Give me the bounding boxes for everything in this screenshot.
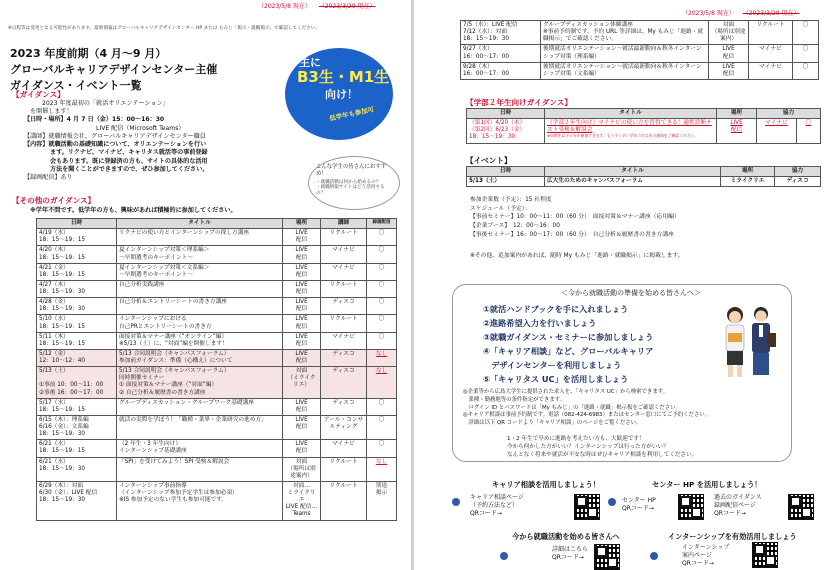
row-recording: 〇 — [793, 45, 819, 62]
date-previous: （2023/3/20 現在） — [318, 3, 376, 10]
job-prep-encourage: 1・2 年生で早めに進路を考えたい方も、大歓迎です！ 今から何かした方がいい？インターンシップは行った方がいい？ なんとなく将来や就活が不安な時はぜひキャリア相談を利用してください。 — [507, 436, 698, 459]
table-row — [37, 246, 397, 263]
table-header-row — [37, 219, 397, 229]
internship-heading: インターンシップを有効活用しましょう — [668, 532, 797, 541]
row-recording: 〇 — [367, 298, 397, 315]
row-date: 4/28（金） 18：15〜19：30 — [37, 298, 117, 315]
table-row — [37, 457, 397, 481]
row-recording: 〇 — [367, 440, 397, 457]
row-title: 5/13 合同説明会（キャンパスフォーラム） 参加前ガイダンス：準備（心構え）について — [117, 349, 283, 366]
table-row — [37, 349, 397, 366]
row-lecturer: ディスコ — [321, 298, 367, 315]
table-row: 5/13（土） 広大生のためのキャンパスフォーラム ミライクリエ ディスコ — [467, 177, 821, 187]
col-lecturer: 講師 — [321, 219, 367, 229]
event-heading: 【イベント】 — [466, 156, 512, 165]
job-prep-heading: ＜今から就職活動の準備を始める皆さんへ＞ — [561, 289, 701, 297]
row-recording: 〇 — [367, 280, 397, 297]
center-hp-qr-code[interactable] — [678, 494, 704, 520]
career-consult-qr-code[interactable] — [574, 494, 600, 520]
row-lecturer: マイナビ — [321, 332, 367, 349]
row-lecturer: ディスコ — [321, 349, 367, 366]
table-row — [37, 332, 397, 349]
row-title: 夏インターンシップ対策＜文系編＞ 〜早期選考のキーポイント〜 — [117, 263, 283, 280]
col-date: 日時 — [37, 219, 117, 229]
date-stamp-right: （2023/5/8 現在） （2023/3/20 現在） — [682, 10, 800, 17]
row-lecturer: リクルート — [749, 21, 793, 45]
row-title: グループディスカッション・グループワーク基礎講座 — [117, 398, 283, 415]
table-row — [37, 367, 397, 399]
row-date: 4/19（水） 18：15〜19：15 — [37, 229, 117, 246]
guidance-body: 2023 年度最初の「就活オリエンテーション」 を開催します！ 【日時・場所】4 月 7 日（金）15：00〜16：30 LIVE 配信（Microsoft Teams） 【講師】就職情報会社、グローバルキャリアデザインセンター職員 【内容】就職活動の基礎知識について、オリエンテーションを行い ます。リクナビ、マイナビ、キャリタス就活等の事前登録 会もあります。既に登録済の方も、サイトの具体的な活用 方法を聞くことができますので、ぜひ参加してください。 【録画配信】あり — [24, 100, 209, 181]
row-lecturer: リクルート — [321, 481, 367, 520]
row-date: 6/15（木）：理系編 6/16（金）：文系編 18：15〜19：30 — [37, 415, 117, 439]
row-title: リクナビの使い方とインターンシップの探し方講座 — [117, 229, 283, 246]
recommendation-callout: こんな学生の皆さんにおすすめ！ ・就職活動は何から始めるの？ ・就職情報サイトはどう活用するの？ — [308, 156, 400, 210]
row-date: 9/27（水） 16：00〜17：00 — [461, 45, 541, 62]
internship-qr-caption: インターンシップ 案内ページ QRコード→ — [682, 544, 730, 568]
col-place: 場所 — [283, 219, 321, 229]
target-audience-bubble: 主に B3生・M1生 向け！ 低学年も参加可 — [285, 48, 393, 140]
bullet-dot — [452, 498, 460, 506]
other-guidance-note: ※学年不問です。低学年の方も、興味があれば積極的に参加してください。 — [30, 207, 237, 214]
start-job-hunting-qr-caption: 詳細はこちら QRコード→ — [552, 546, 589, 562]
row-lecturer: リクルート — [321, 280, 367, 297]
row-place: LIVE 配信 — [283, 349, 321, 366]
table-row — [461, 21, 819, 45]
grade2-table: 日時 タイトル 場所 協力 （第1回）4/20（木） （第2回）6/23（金） 18：15〜19：30 （学部２年生向け）マイナビの使い方を習得できる！適性診断テスト受検＆解説会 ※同期生以下の方が参加できます。もう少し早い学年の方は先の通知をご確認ください。 LIVE 配信 マイナビ 〇 — [466, 108, 821, 144]
row-lecturer: マイナビ — [749, 45, 793, 62]
row-lecturer: リクルート — [321, 457, 367, 481]
col-recording: 録画配信 — [367, 219, 397, 229]
start-job-hunting-qr-code[interactable] — [594, 544, 620, 570]
event-details: 参加企業数（予定）：15 社程度 スケジュール（予定）： 【事前セミナー】10：00〜11：00（60 分） 面接対策＆マナー講座（応用編） 【企業ブース】 12：00〜16：00 【事後セミナー】16：00〜17：00（60 分） 自己分析＆履歴書の書き方講座 — [470, 197, 680, 238]
row-recording: 別途 掲示 — [367, 481, 397, 520]
row-place: LIVE 配信 — [283, 280, 321, 297]
row-lecturer: ディスコ — [321, 367, 367, 399]
row-recording: 〇 — [367, 398, 397, 415]
bullet-dot — [650, 552, 658, 560]
row-lecturer: マイナビ — [321, 246, 367, 263]
page-title: 2023 年度前期（4 月〜9 月） グローバルキャリアデザインセンター主催 ガイダンス・イベント一覧 — [10, 47, 218, 92]
event-note: ※その他、追加案内があれば、随時 My もみじ「進路・就職掲示」に掲載します。 — [470, 253, 684, 259]
guidance-schedule-table-cont — [460, 20, 819, 80]
center-hp-qr-caption: センター HP QRコード→ — [622, 497, 656, 513]
row-title: 後期就活オリエンテーション〜就活最新動向＆秋冬インターンシップ対策（文系編） — [541, 62, 709, 79]
row-date: 4/20（木） 18：15〜19：15 — [37, 246, 117, 263]
job-prep-box — [452, 284, 792, 462]
center-hp-heading: センター HP を活用しましょう！ — [652, 480, 762, 489]
row-lecturer: ディスコ — [321, 398, 367, 415]
table-row — [37, 263, 397, 280]
row-date: 5/12（金） 12：10〜12：40 — [37, 349, 117, 366]
row-title: 面接対策＆マナー講座（“オンライン”編） ※5/13（土）に、“対面”編を開催します！ — [117, 332, 283, 349]
table-row — [37, 298, 397, 315]
row-lecturer: リクルート — [321, 315, 367, 332]
row-recording: 〇 — [367, 415, 397, 439]
row-title: 夏インターンシップ対策＜理系編＞ 〜早期選考のキーポイント〜 — [117, 246, 283, 263]
row-recording: 〇 — [367, 315, 397, 332]
row-lecturer: リクルート — [321, 229, 367, 246]
row-recording[interactable]: なし — [367, 367, 397, 399]
recordings-qr-code[interactable] — [788, 494, 814, 520]
row-date: 5/11（木） 18：15〜19：15 — [37, 332, 117, 349]
row-title: 「SPI」を受けてみよう！SPI 受検＆解説会 — [117, 457, 283, 481]
left-page — [0, 0, 411, 570]
row-place: 対面 （場所は別途案内） — [283, 457, 321, 481]
bullet-dot — [500, 552, 508, 560]
row-lecturer: アール・コンサルティング — [321, 415, 367, 439]
row-recording[interactable]: なし — [367, 457, 397, 481]
career-consult-heading: キャリア相談を活用しましょう！ — [492, 480, 600, 489]
row-lecturer: マイナビ — [321, 263, 367, 280]
row-place: LIVE 配信 — [283, 415, 321, 439]
row-title: 就活の実際を学ぼう！「職種・業界・企業研究の進め方」 — [117, 415, 283, 439]
row-date: 7/5（水）：LIVE 配信 7/12（水）：対面 18：15〜19：30 — [461, 21, 541, 45]
row-place: LIVE 配信 — [709, 62, 749, 79]
row-title: インターンシップ事前指導 （インターンシップ参加予定学生は参加必須） ※IS 参加予定のない学生も参加可能です。 — [117, 481, 283, 520]
row-place: LIVE 配信 — [283, 246, 321, 263]
col-title: タイトル — [117, 219, 283, 229]
row-title: 自己分析＆エントリーシートの書き方講座 — [117, 298, 283, 315]
row-place: LIVE 配信 — [283, 315, 321, 332]
row-date: 5/17（水） 18：15〜19：15 — [37, 398, 117, 415]
date-stamp — [258, 3, 381, 11]
guidance-schedule-table — [36, 218, 397, 521]
row-place: LIVE 配信 — [283, 229, 321, 246]
career-consult-qr-caption: キャリア相談ページ （予約方法など） QRコード→ — [470, 494, 524, 518]
row-place: LIVE 配信 — [283, 440, 321, 457]
table-row — [37, 280, 397, 297]
row-title: 5/13 合同説明会（キャンパスフォーラム） 同時開催セミナー ① 面接対策＆マナー講座（“対面”編） ② 自己分析＆履歴書の書き方講座 — [117, 367, 283, 399]
row-recording: 〇 — [793, 21, 819, 45]
bullet-dot — [608, 498, 616, 506]
start-job-hunting-heading: 今から就職活動を始める皆さんへ — [512, 532, 620, 541]
row-title: 後期就活オリエンテーション〜就活最新動向＆秋冬インターンシップ対策（理系編） — [541, 45, 709, 62]
other-guidance-heading: 【その他のガイダンス】 — [12, 196, 96, 205]
row-place: 対面… ミライクリエ LIVE 配信… Teams — [283, 481, 321, 520]
row-recording: 〇 — [793, 62, 819, 79]
row-lecturer: マイナビ — [321, 440, 367, 457]
row-date: 5/13（土） ①事前 10：00〜11：00 ②事後 16：00〜17：00 — [37, 367, 117, 399]
table-row — [461, 62, 819, 79]
row-place: LIVE 配信 — [283, 398, 321, 415]
row-place: 対面 （場所は別途案内） — [709, 21, 749, 45]
row-place: LIVE 配信 — [283, 298, 321, 315]
guidance-heading: 【ガイダンス】 — [12, 90, 65, 99]
row-title: 自己分析実践講座 — [117, 280, 283, 297]
table-row — [37, 398, 397, 415]
row-title: （2 年生・3 年生向け） インターンシップ基礎講座 — [117, 440, 283, 457]
row-date: 4/21（金） 18：15〜19：15 — [37, 263, 117, 280]
table-row — [37, 440, 397, 457]
row-date: 6/29（木）：対面 6/30（金）：LIVE 配信 18：15〜19：30 — [37, 481, 117, 520]
top-notice: ※日程等は変更となる可能性があります。最新情報はグローバルキャリアデザインセンター HP または もみじ「掲示・就職掲示」で確認してください。 — [8, 26, 320, 31]
row-date: 6/21（水） 18：15〜19：30 — [37, 457, 117, 481]
row-recording[interactable]: なし — [367, 349, 397, 366]
row-date: 9/28（木） 16：00〜17：00 — [461, 62, 541, 79]
recordings-qr-caption: 過去のガイダンス 録画配信ページ QRコード→ — [714, 494, 762, 518]
table-row — [461, 45, 819, 62]
row-lecturer: マイナビ — [749, 62, 793, 79]
row-date: 4/27（木） 18：15〜19：30 — [37, 280, 117, 297]
table-row — [37, 415, 397, 439]
row-recording: 〇 — [367, 229, 397, 246]
row-place: 対面 （ミライクリエ） — [283, 367, 321, 399]
row-place: LIVE 配信 — [283, 332, 321, 349]
job-prep-steps: ①就活ハンドブックを手に入れましょう ②進路希望入力を行いましょう ③就職ガイダンス・セミナーに参加しましょう ④「キャリア相談」など、グローバルキャリア デザインセンターを利用しましょう ⑤「キャリタス UC」を活用しましょう — [483, 304, 654, 384]
row-title: インターンシップにおける 自己PRとエントリーシートの書き方 — [117, 315, 283, 332]
row-place: LIVE 配信 — [283, 263, 321, 280]
row-date: 6/21（水） 18：15〜19：15 — [37, 440, 117, 457]
job-prep-notes: ◎企業等から広島大学生に提供された求人を、「キャリタス UC」から検索できます。 業種・勤務地等の条件指定ができます。 ログイン ID とパスワードは「My もみじ」の「進路・就職」掲示板をご確認ください。 ◎キャリア相談は事前予約制です。電話（082-424-6983）またはセンター窓口にてご予約ください。 詳細は以下 QR コードより「キャリア相談」のページをご覧ください。 — [463, 389, 711, 427]
row-recording: 〇 — [367, 246, 397, 263]
right-page — [414, 0, 825, 570]
event-table: 日時 タイトル 場所 協力 5/13（土） 広大生のためのキャンパスフォーラム ミライクリエ ディスコ — [466, 166, 821, 187]
table-row — [37, 481, 397, 520]
students-illustration — [715, 303, 781, 381]
grade2-heading: 【学部２年生向けガイダンス】 — [466, 98, 572, 107]
table-row: （第1回）4/20（木） （第2回）6/23（金） 18：15〜19：30 （学部２年生向け）マイナビの使い方を習得できる！適性診断テスト受検＆解説会 ※同期生以下の方が参加できます。もう少し早い学年の方は先の通知をご確認ください。 LIVE 配信 マイナビ 〇 — [467, 119, 821, 143]
internship-qr-code[interactable] — [752, 542, 778, 568]
table-row — [37, 315, 397, 332]
row-place: LIVE 配信 — [709, 45, 749, 62]
row-recording: 〇 — [367, 263, 397, 280]
table-row — [37, 229, 397, 246]
row-title: グループディスカッション体験講座 ※事前予約制です。予約 URL 等詳細は、My もみじ「進路・就職掲示」でご確認ください。 — [541, 21, 709, 45]
row-recording: 〇 — [367, 332, 397, 349]
date-current: （2023/5/8 現在） — [258, 3, 311, 10]
row-date: 5/10（水） 18：15〜19：15 — [37, 315, 117, 332]
